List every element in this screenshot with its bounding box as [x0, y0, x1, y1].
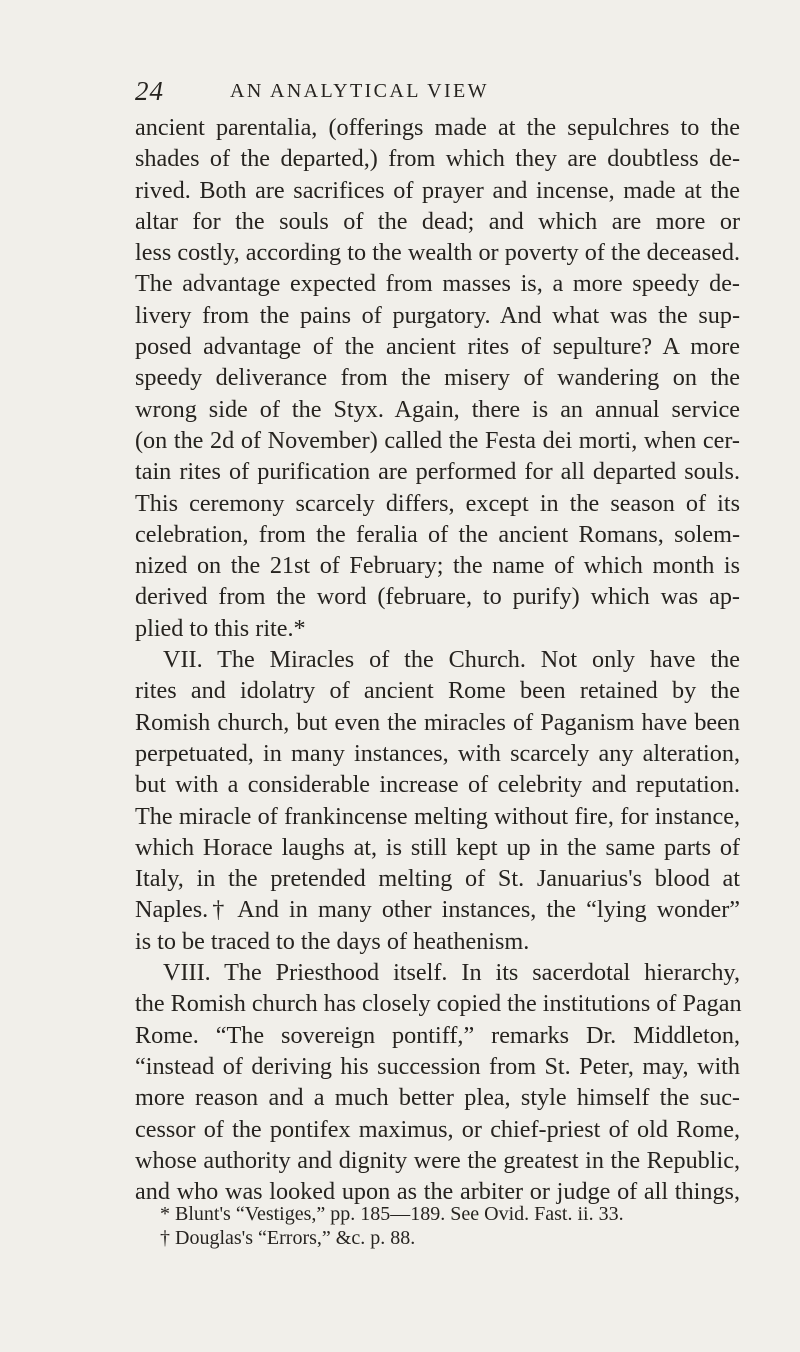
text-line: nized on the 21st of February; the name of which month is [135, 552, 740, 580]
footnotes [160, 1202, 740, 1250]
text-line: posed advantage of the ancient rites of sepulture? A more [135, 333, 740, 361]
text-line: (on the 2d of November) called the Festa dei morti, when cer- [135, 426, 740, 454]
section-heading-line: VII. The Miracles of the Church. Not only have the [163, 646, 740, 674]
text-line: the Romish church has closely copied the institutions of Pagan [135, 990, 742, 1018]
text-line: livery from the pains of purgatory. And what was the sup- [135, 301, 740, 329]
section-heading-line: VIII. The Priesthood itself. In its sacerdotal hierarchy, [163, 959, 740, 987]
text-line: plied to this rite.* [135, 614, 306, 642]
text-line: rived. Both are sacrifices of prayer and incense, made at the [135, 176, 740, 204]
body-text [135, 112, 740, 1207]
text-line: celebration, from the feralia of the ancient Romans, solem- [135, 520, 740, 548]
text-line: This ceremony scarcely differs, except in the season of its [135, 489, 740, 517]
text-line: speedy deliverance from the misery of wandering on the [135, 364, 740, 392]
text-line: whose authority and dignity were the greatest in the Republic, [135, 1146, 740, 1174]
text-line: “instead of deriving his succession from St. Peter, may, with [135, 1052, 740, 1080]
text-line: and who was looked upon as the arbiter or judge of all things, [135, 1178, 740, 1206]
text-line: Romish church, but even the miracles of Paganism have been [135, 708, 740, 736]
text-line: wrong side of the Styx. Again, there is an annual service [135, 395, 740, 423]
text-line: altar for the souls of the dead; and which are more or [135, 207, 740, 235]
text-line: is to be traced to the days of heathenism. [135, 927, 530, 955]
running-title: AN ANALYTICAL VIEW [230, 80, 489, 102]
text-line: tain rites of purification are performed for all departed souls. [135, 458, 740, 486]
text-line: derived from the word (februare, to purify) which was ap- [135, 583, 740, 611]
text-line: Naples.† And in many other instances, the “lying wonder” [135, 896, 740, 924]
running-head [135, 76, 735, 108]
text-line: The advantage expected from masses is, a more speedy de- [135, 270, 740, 298]
text-line: rites and idolatry of ancient Rome been retained by the [135, 677, 740, 705]
text-line: less costly, according to the wealth or poverty of the deceased. [135, 239, 740, 267]
footnote: † Douglas's “Errors,” &c. p. 88. [160, 1227, 416, 1249]
text-line: more reason and a much better plea, style himself the suc- [135, 1084, 740, 1112]
footnote: * Blunt's “Vestiges,” pp. 185—189. See Ovid. Fast. ii. 33. [160, 1203, 624, 1225]
text-line: shades of the departed,) from which they are doubtless de- [135, 145, 740, 173]
text-line: The miracle of frankincense melting without fire, for instance, [135, 802, 740, 830]
page-number: 24 [135, 76, 164, 106]
text-line: but with a considerable increase of celebrity and reputation. [135, 771, 740, 799]
text-line: Italy, in the pretended melting of St. Januarius's blood at [135, 865, 740, 893]
text-line: cessor of the pontifex maximus, or chief-priest of old Rome, [135, 1115, 740, 1143]
text-line: Rome. “The sovereign pontiff,” remarks Dr. Middleton, [135, 1021, 740, 1049]
text-line: which Horace laughs at, is still kept up in the same parts of [135, 833, 740, 861]
text-line: ancient parentalia, (offerings made at the sepulchres to the [135, 114, 740, 141]
text-line: perpetuated, in many instances, with scarcely any alteration, [135, 739, 740, 767]
